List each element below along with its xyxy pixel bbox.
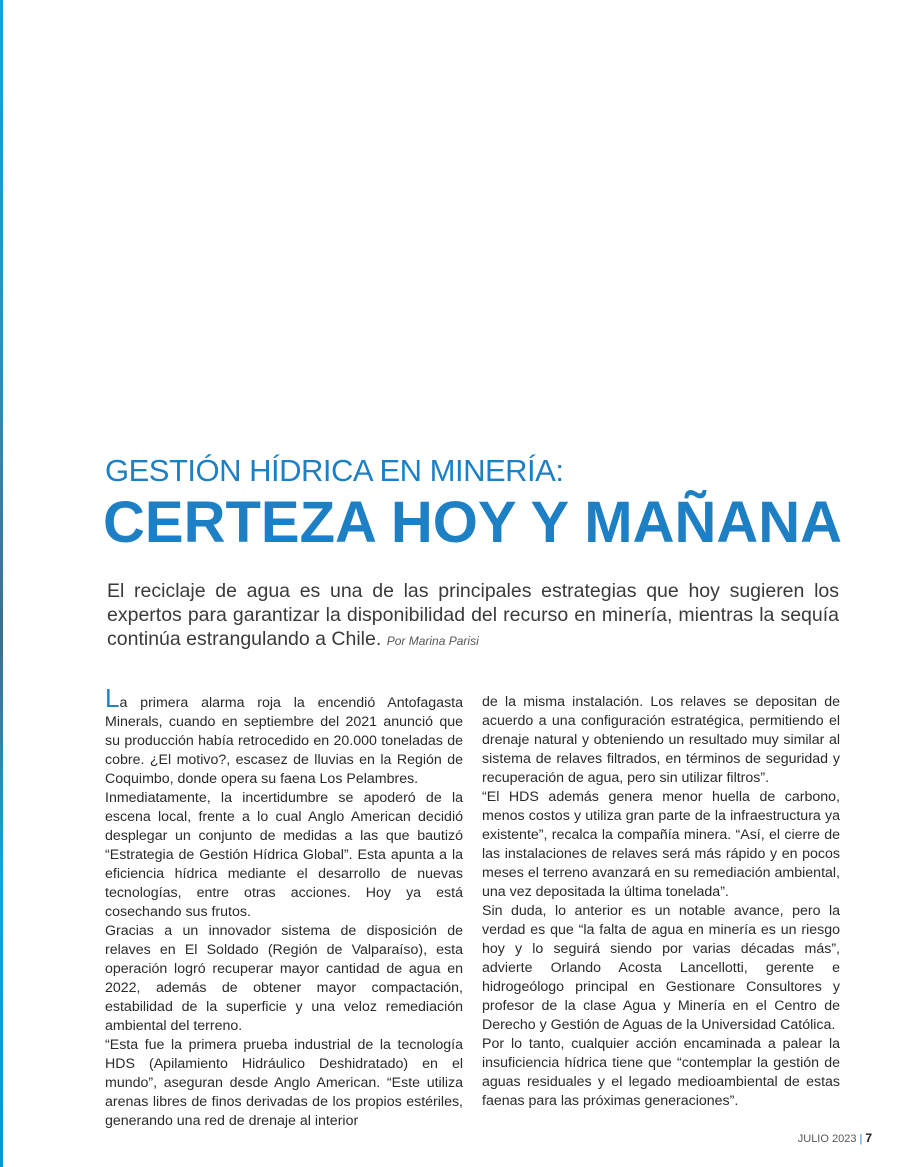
paragraph bbox=[105, 683, 463, 789]
page-footer bbox=[780, 1131, 872, 1145]
page-number: 7 bbox=[865, 1131, 872, 1145]
lead-text: El reciclaje de agua es una de las principales estrategias que hoy sugieren los expertos para garantizar la disponibilidad del recurso en minería, mientras la sequía continúa estrangulando a Chile. bbox=[107, 580, 839, 650]
paragraph: Inmediatamente, la incertidumbre se apoderó de la escena local, frente a lo cual Anglo American decidió desplegar un conjunto de medidas a las que bautizó “Estrategia de Gestión Hídrica Global”. Esta apunta a la eficiencia hídrica mediante el desarrollo de nuevas tecnologías, entre otras acciones. Hoy ya está cosechando sus frutos. bbox=[105, 790, 463, 920]
article-title: CERTEZA HOY Y MAÑANA bbox=[103, 490, 843, 555]
page-edge-bar bbox=[0, 0, 3, 1167]
paragraph-text: a primera alarma roja la encendió Antofagasta Minerals, cuando en septiembre del 2021 anunció que su producción había retrocedido en 20.000 toneladas de cobre. ¿El motivo?, escasez de lluvias en la Región de Coquimbo, donde opera su faena Los Pelambres. bbox=[105, 695, 463, 787]
column-left bbox=[105, 683, 463, 1131]
drop-cap: L bbox=[105, 683, 120, 713]
footer-separator: | bbox=[859, 1133, 863, 1145]
paragraph: Por lo tanto, cualquier acción encaminada a palear la insuficiencia hídrica tiene que “contemplar la gestión de aguas residuales y el legado medioambiental de estas faenas para las próximas generaciones”. bbox=[482, 1036, 840, 1109]
paragraph: Gracias a un innovador sistema de disposición de relaves en El Soldado (Región de Valparaíso), esta operación logró recuperar mayor cantidad de agua en 2022, además de obtener mayor compactación, estabilidad de la superficie y una veloz remediación ambiental del terreno. bbox=[105, 923, 463, 1034]
article-kicker: GESTIÓN HÍDRICA EN MINERÍA: bbox=[105, 453, 564, 488]
paragraph: Sin duda, lo anterior es un notable avance, pero la verdad es que “la falta de agua en minería es un riesgo hoy y lo seguirá siendo por varias décadas más”, advierte Orlando Acosta Lancellotti, gerente e hidrogeólogo principal en Gestionare Consultores y profesor de la clase Agua y Minería en el Centro de Derecho y Gestión de Aguas de la Universidad Católica. bbox=[482, 903, 840, 1033]
paragraph: “El HDS además genera menor huella de carbono, menos costos y utiliza gran parte de la infraestructura ya existente”, recalca la compañía minera. “Así, el cierre de las instalaciones de relaves será más rápido y en pocos meses el terreno avanzará en su remediación ambiental, una vez depositada la última tonelada”. bbox=[482, 789, 840, 900]
paragraph: de la misma instalación. Los relaves se depositan de acuerdo a una configuración estratégica, permitiendo el drenaje natural y obteniendo un resultado muy similar al sistema de relaves filtrados, en términos de seguridad y recuperación de agua, pero sin utilizar filtros”. bbox=[482, 694, 840, 786]
paragraph: “Esta fue la primera prueba industrial de la tecnología HDS (Apilamiento Hidráulico Deshidratado) en el mundo”, aseguran desde Anglo American. “Este utiliza arenas libres de finos derivadas de los propios estériles, generando una red de drenaje al interior bbox=[105, 1037, 463, 1129]
column-right bbox=[482, 693, 840, 1111]
article-lead bbox=[107, 579, 839, 653]
byline: Por Marina Parisi bbox=[386, 634, 479, 648]
issue-date: JULIO 2023 bbox=[797, 1133, 857, 1145]
